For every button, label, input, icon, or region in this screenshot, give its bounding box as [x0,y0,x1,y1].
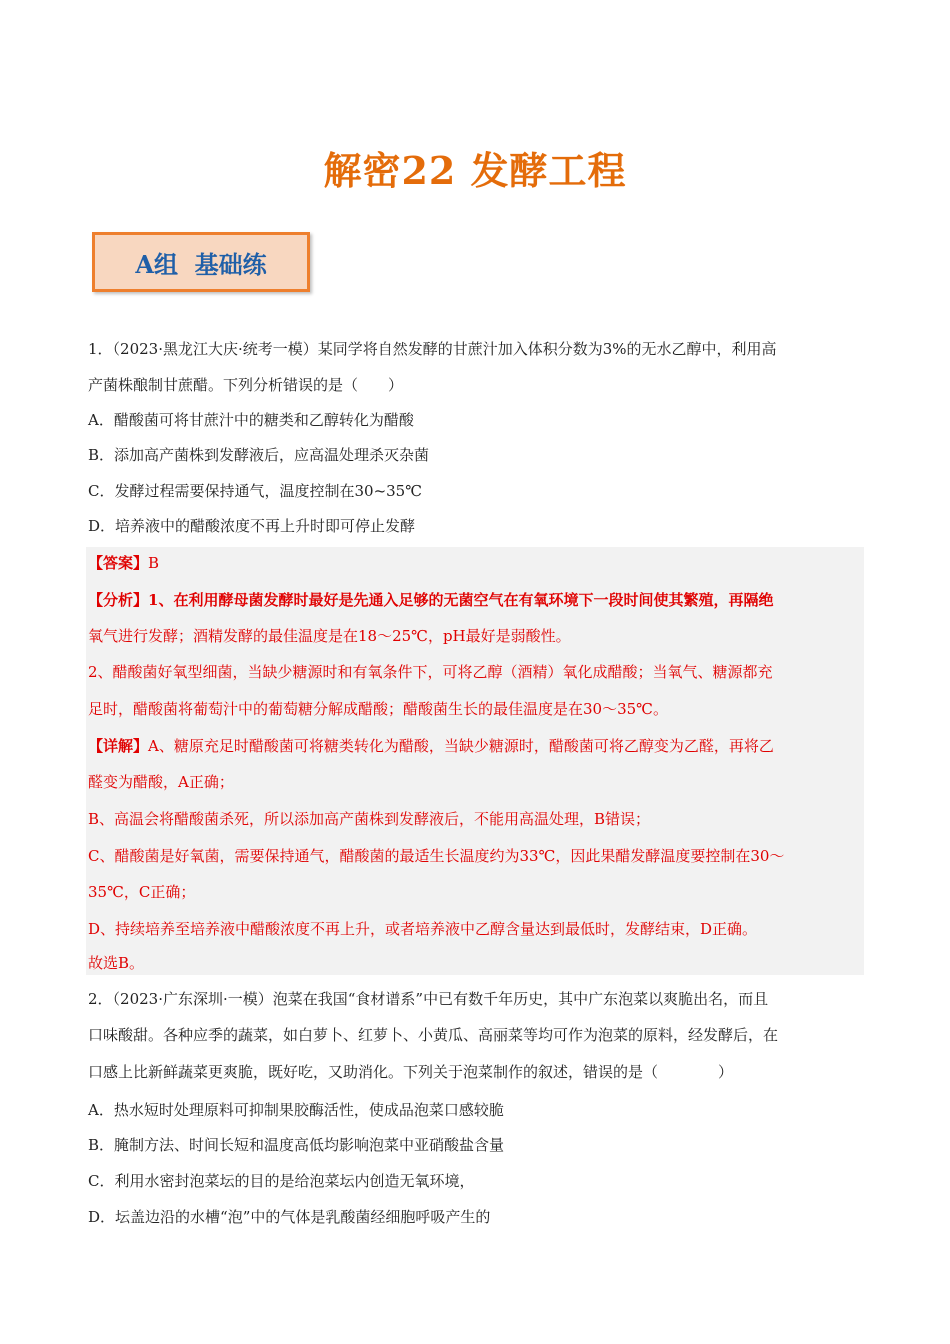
q1-option-c: C．发酵过程需要保持通气，温度控制在30~35℃ [88,482,423,500]
answer-line [88,552,868,574]
q2-option-d: D．坛盖边沿的水槽“泡”中的气体是乳酸菌经细胞呼吸产生的 [88,1208,491,1226]
q2-option-c: C．利用水密封泡菜坛的目的是给泡菜坛内创造无氧环境， [88,1172,475,1190]
conclusion-line: 故选B。 [88,954,145,972]
detail-line3: B、高温会将醋酸菌杀死，所以添加高产菌株到发酵液后，不能用高温处理，B错误； [88,810,651,828]
detail-line4: C、醋酸菌是好氧菌，需要保持通气，醋酸菌的最适生长温度约为33℃，因此果醋发酵温度要控制在30～ [88,847,785,865]
analysis-line2: 氧气进行发酵；酒精发酵的最佳温度是在18～25℃，pH最好是弱酸性。 [88,627,571,645]
analysis-line1 [88,589,868,611]
q1-option-d: D．培养液中的醋酸浓度不再上升时即可停止发酵 [88,517,416,535]
q1-option-b: B．添加高产菌株到发酵液后，应高温处理杀灭杂菌 [88,446,430,464]
analysis-text-1a: 1、在利用酵母菌发酵时最好是先通入足够的无菌空气在有氧环境下一段时间使其繁殖，再隔绝 [148,591,774,609]
page-title: 解密22 发酵工程 [323,148,627,193]
q2-stem-line3: 口感上比新鲜蔬菜更爽脆，既好吃，又助消化。下列关于泡菜制作的叙述，错误的是（ ） [88,1063,734,1081]
detail-line5: 35℃，C正确； [88,883,196,901]
group-label: A组 基础练 [135,249,267,279]
q1-option-a: A．醋酸菌可将甘蔗汁中的糖类和乙醇转化为醋酸 [88,411,414,429]
detail-text-a: A、糖原充足时醋酸菌可将糖类转化为醋酸，当缺少糖源时，醋酸菌可将乙醇变为乙醛，再将乙 [148,737,774,755]
analysis-tag: 【分析】 [88,591,149,609]
detail-tag: 【详解】 [88,737,149,755]
detail-line1 [88,735,868,757]
analysis-line4: 足时，醋酸菌将葡萄汁中的葡萄糖分解成醋酸；醋酸菌生长的最佳温度是在30～35℃。 [88,700,668,718]
answer-tag: 【答案】 [88,554,149,572]
solution-panel [86,547,864,975]
q1-stem-line2: 产菌株酿制甘蔗醋。下列分析错误的是（ ） [88,376,404,394]
q2-stem-line1: 2．（2023·广东深圳·一模）泡菜在我国“食材谱系”中已有数千年历史，其中广东泡菜以爽脆出名，而且 [88,990,769,1008]
detail-line2: 醛变为醋酸，A正确； [88,773,234,791]
q2-option-b: B．腌制方法、时间长短和温度高低均影响泡菜中亚硝酸盐含量 [88,1136,505,1154]
detail-line6: D、持续培养至培养液中醋酸浓度不再上升，或者培养液中乙醇含量达到最低时，发酵结束，D正确。 [88,920,758,938]
group-label-box [92,232,310,292]
q1-stem-line1: 1．（2023·黑龙江大庆·统考一模）某同学将自然发酵的甘蔗汁加入体积分数为3%的无水乙醇中，利用高 [88,340,777,358]
q2-stem-line2: 口味酸甜。各种应季的蔬菜，如白萝卜、红萝卜、小黄瓜、高丽菜等均可作为泡菜的原料，经发酵后，在 [88,1026,779,1044]
q2-option-a: A．热水短时处理原料可抑制果胶酶活性，使成品泡菜口感较脆 [88,1101,504,1119]
analysis-line3: 2、醋酸菌好氧型细菌，当缺少糖源时和有氧条件下，可将乙醇（酒精）氧化成醋酸；当氧气、糖源都充 [88,663,773,681]
answer-value: B [148,554,160,572]
